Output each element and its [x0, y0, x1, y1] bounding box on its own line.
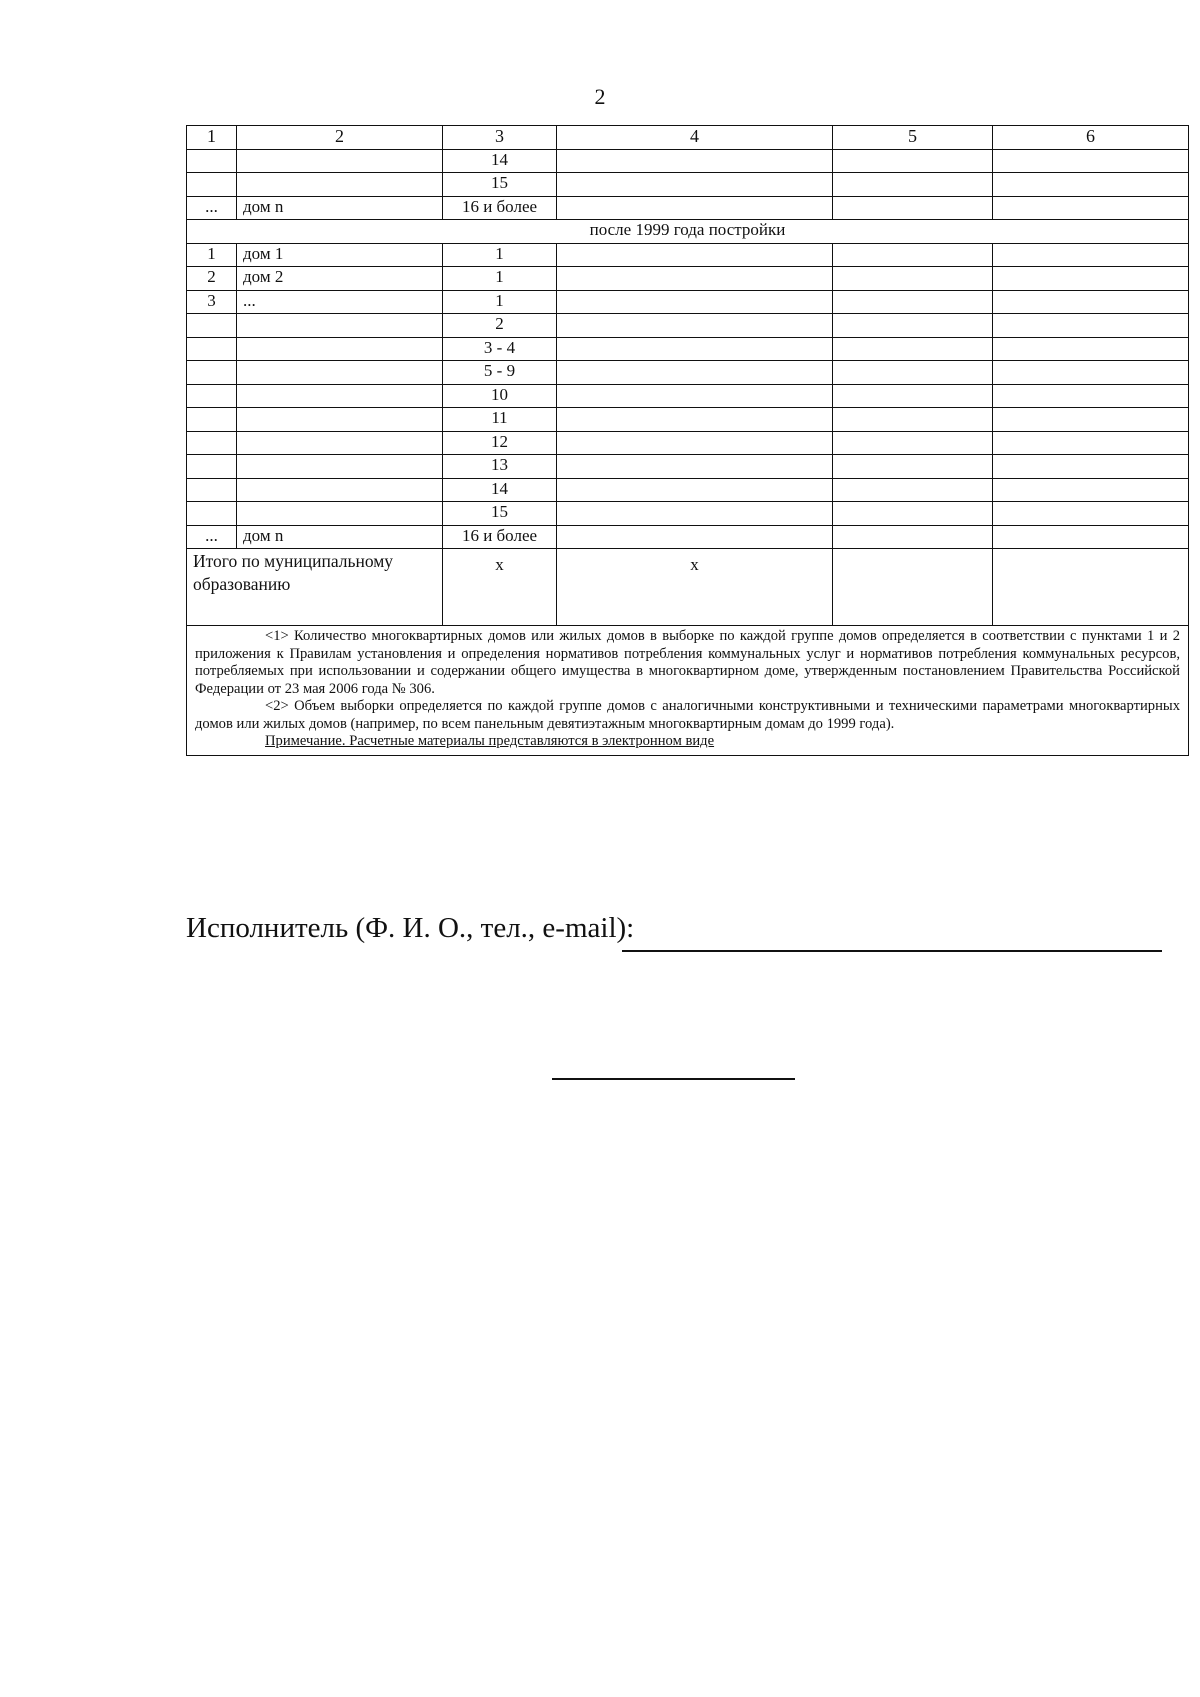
- table-cell: ...: [237, 290, 443, 314]
- table-cell: [237, 408, 443, 432]
- end-divider: [552, 1078, 795, 1080]
- table-cell: [833, 337, 993, 361]
- table-cell: [237, 502, 443, 526]
- table-cell: [993, 243, 1189, 267]
- table-cell: дом n: [237, 525, 443, 549]
- table-cell: [557, 337, 833, 361]
- table-cell: дом 1: [237, 243, 443, 267]
- table-cell: 10: [443, 384, 557, 408]
- table-cell: [833, 478, 993, 502]
- table-cell: [833, 384, 993, 408]
- table-cell: [993, 290, 1189, 314]
- table-cell: 1: [443, 243, 557, 267]
- header-cell: 2: [237, 126, 443, 150]
- table-cell: 1: [443, 267, 557, 291]
- table-row: [187, 314, 1189, 338]
- table-cell: [993, 455, 1189, 479]
- total-label: Итого по муниципальному образованию: [187, 549, 443, 626]
- table-cell: [557, 431, 833, 455]
- table-row: [187, 431, 1189, 455]
- table-cell: 3 - 4: [443, 337, 557, 361]
- table-cell: [557, 478, 833, 502]
- header-cell: 5: [833, 126, 993, 150]
- table-cell: [187, 455, 237, 479]
- table-cell: [187, 337, 237, 361]
- table-cell: [557, 196, 833, 220]
- table-cell: [833, 314, 993, 338]
- table-cell: [833, 361, 993, 385]
- table-cell: ...: [187, 525, 237, 549]
- sample-table: [186, 125, 1189, 756]
- page-number: 2: [594, 84, 606, 109]
- table-cell: [993, 149, 1189, 173]
- table-row: [187, 384, 1189, 408]
- table-row: [187, 502, 1189, 526]
- table-row: [187, 478, 1189, 502]
- table-cell: [237, 431, 443, 455]
- executor-input-line[interactable]: [622, 950, 1162, 952]
- table-cell: [557, 455, 833, 479]
- table-cell: [833, 243, 993, 267]
- table-cell: 2: [187, 267, 237, 291]
- table-row: [187, 455, 1189, 479]
- table-cell: ...: [187, 196, 237, 220]
- table-cell: [237, 314, 443, 338]
- table-row: [187, 525, 1189, 549]
- total-col4: x: [557, 549, 833, 626]
- table-cell: [833, 502, 993, 526]
- table-cell: [187, 149, 237, 173]
- table-cell: [993, 525, 1189, 549]
- table-cell: [557, 384, 833, 408]
- section-row: [187, 220, 1189, 244]
- table-cell: 15: [443, 502, 557, 526]
- table-cell: 13: [443, 455, 557, 479]
- header-cell: 3: [443, 126, 557, 150]
- table-cell: 1: [187, 243, 237, 267]
- table-cell: [187, 173, 237, 197]
- total-col6: [993, 549, 1189, 626]
- table-cell: [993, 196, 1189, 220]
- total-col3: x: [443, 549, 557, 626]
- executor-label: Исполнитель (Ф. И. О., тел., e-mail):: [186, 912, 635, 944]
- table-cell: [833, 408, 993, 432]
- table-cell: [187, 384, 237, 408]
- table-cell: 2: [443, 314, 557, 338]
- table-cell: [557, 243, 833, 267]
- table-cell: [993, 384, 1189, 408]
- table-cell: 5 - 9: [443, 361, 557, 385]
- table-cell: [833, 525, 993, 549]
- table-cell: 15: [443, 173, 557, 197]
- table-row: [187, 243, 1189, 267]
- table-cell: 14: [443, 478, 557, 502]
- table-cell: 11: [443, 408, 557, 432]
- table-row: [187, 149, 1189, 173]
- table-cell: [557, 361, 833, 385]
- table-cell: дом 2: [237, 267, 443, 291]
- table-cell: [993, 431, 1189, 455]
- table-cell: [557, 267, 833, 291]
- table-cell: 1: [443, 290, 557, 314]
- table-row: [187, 361, 1189, 385]
- table-row: [187, 196, 1189, 220]
- table-cell: [833, 455, 993, 479]
- header-cell: 1: [187, 126, 237, 150]
- table-cell: [237, 173, 443, 197]
- table-cell: 3: [187, 290, 237, 314]
- table-cell: [237, 337, 443, 361]
- table-row: [187, 337, 1189, 361]
- table-cell: [993, 361, 1189, 385]
- table-cell: 16 и более: [443, 196, 557, 220]
- notes-row: [187, 626, 1189, 756]
- table-cell: [993, 173, 1189, 197]
- table-cell: [237, 455, 443, 479]
- total-row: [187, 549, 1189, 626]
- table-cell: [237, 149, 443, 173]
- section-title: после 1999 года постройки: [187, 220, 1189, 244]
- table-cell: [833, 431, 993, 455]
- table-cell: [833, 290, 993, 314]
- table-cell: [993, 337, 1189, 361]
- table-header-row: [187, 126, 1189, 150]
- table-cell: [993, 502, 1189, 526]
- table-row: [187, 267, 1189, 291]
- table-cell: [557, 502, 833, 526]
- table-cell: [833, 173, 993, 197]
- table-cell: [993, 314, 1189, 338]
- table-cell: 14: [443, 149, 557, 173]
- table-cell: [557, 314, 833, 338]
- notes-cell: [187, 626, 1189, 756]
- header-cell: 6: [993, 126, 1189, 150]
- footnote-1: <1> Количество многоквартирных домов или жилых домов в выборке по каждой группе домов определяется в соответствии с пунктами 1 и 2 приложения к Правилам установления и определения нормативов потребления коммунальных услуг и нормативов потребления коммунальных ресурсов, потребляемых при использовании и содержании общего имущества в многоквартирном доме, утвержденным постановлением Правительства Российской Федерации от 23 мая 2006 года № 306.: [195, 628, 1180, 697]
- table-cell: [187, 408, 237, 432]
- header-cell: 4: [557, 126, 833, 150]
- table-cell: [993, 478, 1189, 502]
- table-cell: [833, 267, 993, 291]
- table-cell: [187, 314, 237, 338]
- table-cell: [187, 478, 237, 502]
- table-cell: [833, 196, 993, 220]
- table-cell: [557, 149, 833, 173]
- total-col5: [833, 549, 993, 626]
- footnote-2: <2> Объем выборки определяется по каждой группе домов с аналогичными конструктивными и техническими параметрами многоквартирных домов или жилых домов (например, по всем панельным девятиэтажным многоквартирным домам до 1999 года).: [195, 698, 1180, 732]
- table-cell: 12: [443, 431, 557, 455]
- table-cell: [187, 431, 237, 455]
- table-cell: дом n: [237, 196, 443, 220]
- table-cell: [187, 502, 237, 526]
- table-row: [187, 408, 1189, 432]
- table-row: [187, 290, 1189, 314]
- table-cell: [833, 149, 993, 173]
- table-cell: [993, 267, 1189, 291]
- table-cell: [187, 361, 237, 385]
- table-cell: [237, 384, 443, 408]
- table-row: [187, 173, 1189, 197]
- table-cell: [557, 408, 833, 432]
- table-cell: [557, 525, 833, 549]
- table-cell: [237, 478, 443, 502]
- table-cell: [237, 361, 443, 385]
- table-cell: [993, 408, 1189, 432]
- table-cell: [557, 290, 833, 314]
- table-cell: 16 и более: [443, 525, 557, 549]
- table-cell: [557, 173, 833, 197]
- remark: Примечание. Расчетные материалы представляются в электронном виде: [265, 733, 715, 749]
